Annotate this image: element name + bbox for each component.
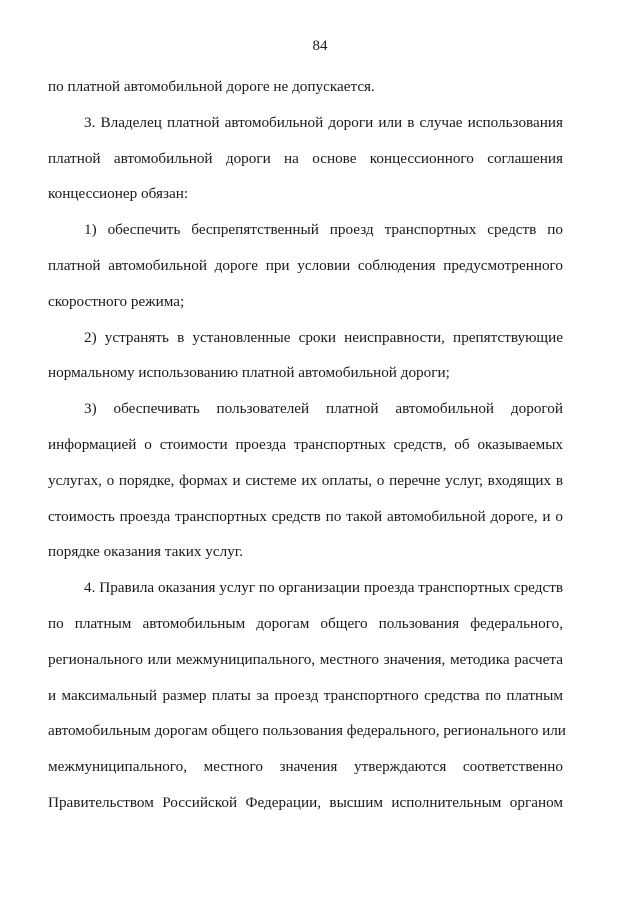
text-line: скоростного режима;	[48, 292, 185, 310]
text-line: порядке оказания таких услуг.	[48, 543, 244, 561]
text-line: автомобильным дорогам общего пользования федерального, регионального или	[48, 722, 566, 740]
text-line: Правительством Российской Федерации, высшим исполнительным органом	[48, 793, 563, 811]
text-line: по платным автомобильным дорогам общего пользования федерального,	[48, 614, 563, 632]
text-line: 4. Правила оказания услуг по организации проезда транспортных средств	[84, 579, 563, 597]
text-line: концессионер обязан:	[48, 185, 189, 203]
document-body	[48, 69, 566, 821]
text-line: платной автомобильной дороге при условии соблюдения предусмотренного	[48, 256, 563, 274]
text-line: 1) обеспечить беспрепятственный проезд транспортных средств по	[84, 221, 563, 239]
text-line: регионального или межмуниципального, местного значения, методика расчета	[48, 650, 563, 668]
text-line: информацией о стоимости проезда транспортных средств, об оказываемых	[48, 435, 563, 453]
text-line: услугах, о порядке, формах и системе их оплаты, о перечне услуг, входящих в	[48, 471, 563, 489]
text-line: и максимальный размер платы за проезд транспортного средства по платным	[48, 686, 563, 704]
text-line: 3) обеспечивать пользователей платной автомобильной дорогой	[84, 400, 563, 418]
text-line: 3. Владелец платной автомобильной дороги или в случае использования	[84, 113, 563, 131]
page-number: 84	[312, 38, 328, 54]
text-line: платной автомобильной дороги на основе концессионного соглашения	[48, 149, 563, 167]
text-line: по платной автомобильной дороге не допускается.	[48, 78, 375, 95]
text-line: нормальному использованию платной автомобильной дороги;	[48, 364, 450, 382]
text-line: стоимость проезда транспортных средств по такой автомобильной дороге, и о	[48, 507, 563, 525]
text-line: 2) устранять в установленные сроки неисправности, препятствующие	[84, 328, 563, 346]
text-line: межмуниципального, местного значения утверждаются соответственно	[48, 758, 563, 776]
